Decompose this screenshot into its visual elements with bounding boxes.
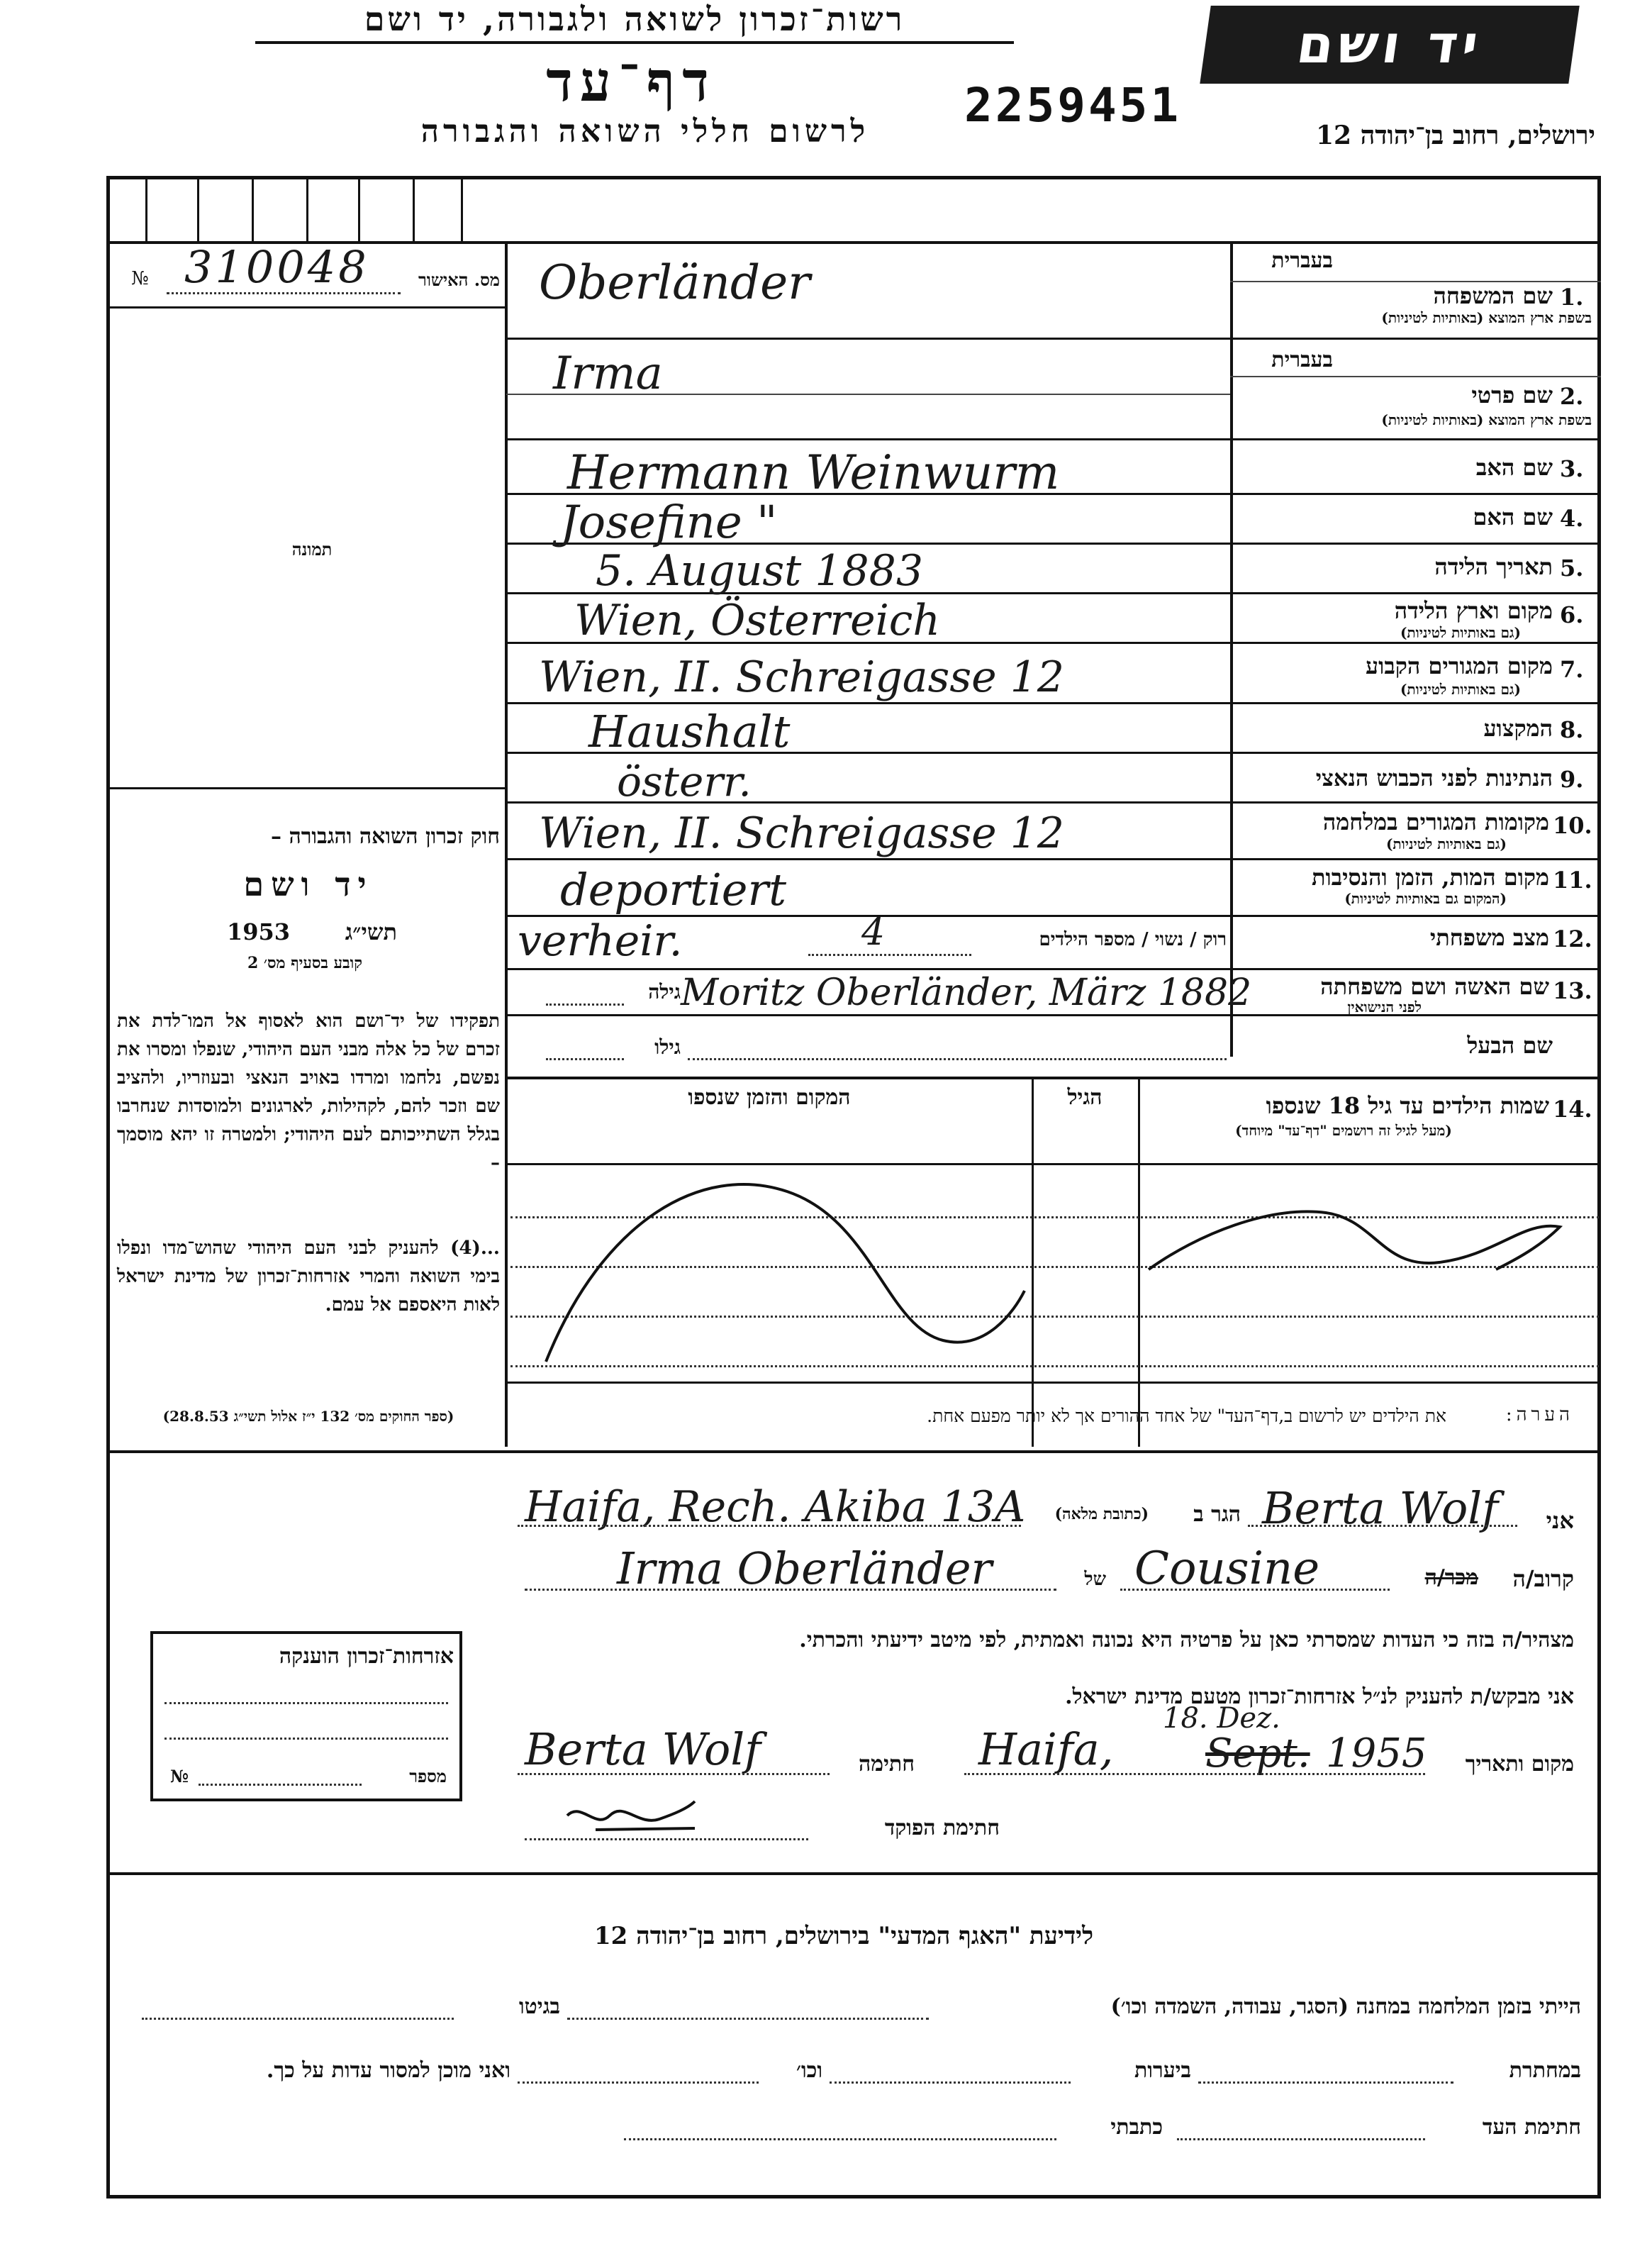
footer-line2-testimony: ואני מוכן למסור עדות על כך. [266,2058,510,2083]
law-reference: (ספר החוקים מס׳ 132 י״ז אלול תשי״ג 28.8.53) [162,1408,454,1425]
declaration-ani: אני [1546,1507,1574,1534]
husband-label: שם הבעל [1467,1032,1553,1059]
field-8-value: Haushalt [588,706,791,757]
field-6-label: מקום וארץ הלידה [1394,597,1553,624]
children-col-age: הגיל [1067,1085,1103,1110]
document-number: 2259451 [964,78,1182,133]
field-11-label: מקום המות, הזמן והנסיבות [1311,864,1549,891]
field-7-note: (גם באותיות לטיניות) [1400,681,1521,698]
children-label: שמות הילדים עד גיל 18 שנספו [1266,1092,1549,1119]
law-text: תפקידו של יד־ושם הוא לאסוף אל המו־לדת את זכרם של כל אלה מבני העם היהודי, שנפלו ומסרו את נפשם, נלחמו ומרדו באויב הנאצי ובעוזריו, ולהציב שם וזכר להם, לקהילות, לארגונים ולמוסדות שנחרבו בגלל השתייכותם לעם היהודי; ולמטרה זו יהא מוסמך – [117,1011,500,1174]
place-value: Haifa, [978,1723,1114,1775]
footer-line2-underground: במחתרת [1509,2058,1581,2083]
field-9-number: 9. [1560,766,1584,793]
remark-text: את הילדים יש לרשום ב,דף־העד" של אחד ההורים אך לא יותר מפעם אחת. [927,1406,1446,1426]
field-10-number: 10. [1553,812,1592,839]
field-2-label: שם פרטי [1471,382,1553,408]
field-4-label: שם האם [1473,504,1553,530]
field-11-note: (המקום גם באותיות לטיניות) [1344,890,1507,907]
footer-line2-etc: וכו׳ [796,2058,822,2083]
signature-value: Berta Wolf [525,1723,761,1775]
children-note: (מעל לגיל זה רושמים "דף־עד" מיוחד) [1235,1122,1452,1139]
law-clause: קובע בסעיף מס׳ 2 [247,954,363,972]
children-number: 14. [1553,1096,1592,1123]
relation-of: של [1084,1569,1106,1590]
field-2-hebrew-label: בעברית [1271,348,1333,372]
field-1-note: בשפת ארץ המוצא (באותיות לטיניות) [1381,309,1592,326]
footer-line1-camp: הייתי בזמן המלחמה במחנה (הסגר, עבודה, השמדה וכו׳) [1110,1994,1581,2019]
wife-age-label: גילה [648,980,681,1004]
field-10-value: Wien, II. Schreigasse 12 [539,808,1065,858]
law-title: חוק זכרון השואה והגבורה – [271,824,500,849]
relation-value: Cousine [1134,1542,1320,1595]
law-year-hebrew: תשי״ג [345,918,397,945]
field-6-note: (גם באותיות לטיניות) [1400,624,1521,641]
field-1-label: שם המשפחה [1433,282,1553,309]
husband-age-label: גילו [654,1035,681,1059]
field-7-value: Wien, II. Schreigasse 12 [539,652,1065,702]
victim-name-declaration: Irma Oberländer [617,1542,993,1594]
field-12-number: 12. [1553,925,1592,952]
citizenship-number-label: מספר [409,1766,447,1786]
law-name: יד ושם [243,865,374,904]
field-2-value: Irma [553,348,663,400]
field-7-label: מקום המגורים הקבוע [1366,652,1553,679]
field-6-value: Wien, Österreich [574,596,941,645]
footer-witness-signature-label: חתימת העד [1482,2115,1581,2140]
registration-label: מס. האישור [418,269,500,290]
field-9-label: הנתינות לפני הכבוש הנאצי [1315,765,1553,791]
declarant-address: Haifa, Rech. Akiba 13A [525,1482,1026,1532]
strike-through-place [518,1149,1028,1376]
footer-line1-ghetto: בגיטו [518,1994,560,2019]
citizenship-box-title: אזרחות־זכרון הוענקה [279,1644,454,1669]
declarant-name: Berta Wolf [1262,1482,1499,1534]
form-subtitle: לרשום חללי השואה והגבורה [420,113,870,150]
field-4-value: Josefine " [560,496,778,549]
official-signature-label: חתימת הפוקד [884,1816,1000,1840]
field-11-number: 11. [1553,867,1592,894]
field-6-number: 6. [1560,601,1584,628]
field-13-number: 13. [1553,977,1592,1004]
citizenship-number-mark: № [170,1766,189,1786]
law-year: 1953 [227,918,291,945]
org-address: ירושלים, רחוב בן־יהודה 12 [1315,121,1595,150]
declaration-statement: מצהיר/ה בזה כי העדות שמסרתי כאן על פרטיה היא נכונה ואמתית, לפי מיטב ידיעתי והכרתי. [799,1628,1574,1652]
footer-address-label: כתבתי [1110,2115,1163,2140]
photo-label: תמונה [291,539,333,560]
field-13-note: לפני הנישואין [1347,999,1422,1016]
field-5-number: 5. [1560,555,1584,582]
field-12-label: מצב משפחתי [1429,924,1549,951]
field-8-number: 8. [1560,716,1584,743]
registration-number: 310048 [184,241,369,293]
field-1-value: Oberländer [539,255,810,310]
signature-label: חתימה [859,1752,915,1777]
field-10-label: מקומות המגורים במלחמה [1322,808,1549,835]
field-5-value: 5. August 1883 [596,546,924,596]
declaration-request: אני מבקש/ת להעניק לנ״ל אזרחות־זכרון מטעם מדינת ישראל. [1065,1684,1574,1709]
children-count: 4 [861,911,886,954]
field-10-note: (גם באותיות לטיניות) [1385,835,1507,852]
registration-number-mark: № [131,268,149,289]
field-3-value: Hermann Weinwurm [567,445,1060,500]
place-date-label: מקום ותאריך [1465,1752,1574,1777]
children-col-place: המקום והזמן שנספו [688,1085,851,1110]
marital-options: רוק / נשוי / מספר הילדים [1039,929,1227,950]
remark-label: הערה: [1505,1404,1574,1425]
authority-line: רשות־זכרון לשואה ולגבורה, יד ושם [255,0,1014,44]
field-1-number: 1. [1560,284,1584,311]
field-8-label: המקצוע [1483,715,1553,742]
official-signature-scribble [553,1787,709,1844]
field-11-value: deportiert [560,864,787,916]
field-13-label: שם האשה ושם משפחתה [1320,973,1549,1000]
relation-label-struck: מכר/ה [1424,1565,1478,1590]
field-1-hebrew-label: בעברית [1271,248,1333,273]
date-correction: 18. Dez. [1163,1702,1280,1735]
logo [1200,6,1579,84]
logo-text: יד ושם [1293,14,1487,75]
declaration-address-note: (כתובת מלאה) [1054,1505,1149,1523]
field-5-label: תאריך הלידה [1434,553,1553,580]
field-9-value: österr. [617,757,752,806]
field-2-note: בשפת ארץ המוצא (באותיות לטיניות) [1381,411,1592,428]
declaration-residing: הגר ב [1193,1502,1241,1527]
field-3-label: שם האב [1475,454,1553,481]
footer-title: לידיעת "האגף המדעי" בירושלים, רחוב בן־יהודה 12 [594,1922,1093,1950]
date-struck: Sept. [1205,1730,1310,1777]
field-3-number: 3. [1560,455,1584,482]
field-13-value: Moritz Oberländer, März 1882 [681,972,1252,1014]
relation-label: קרוב/ה [1512,1565,1574,1592]
field-4-number: 4. [1560,505,1584,532]
field-12-value: verheir. [518,916,683,966]
field-2-number: 2. [1560,383,1584,410]
date-year: 1955 [1326,1730,1427,1777]
strike-through-names [1142,1191,1567,1291]
law-text-clause-4: ...(4) להעניק לבני העם היהודי שהוש־מדו ונפלו בימי השואה והמרי אזרחות־זכרון של מדינת ישראל לאות היאספם אל עמם. [117,1238,500,1316]
field-7-number: 7. [1560,656,1584,683]
document-title: דף־עד [546,50,716,114]
footer-line2-forests: ביערות [1134,2058,1191,2083]
